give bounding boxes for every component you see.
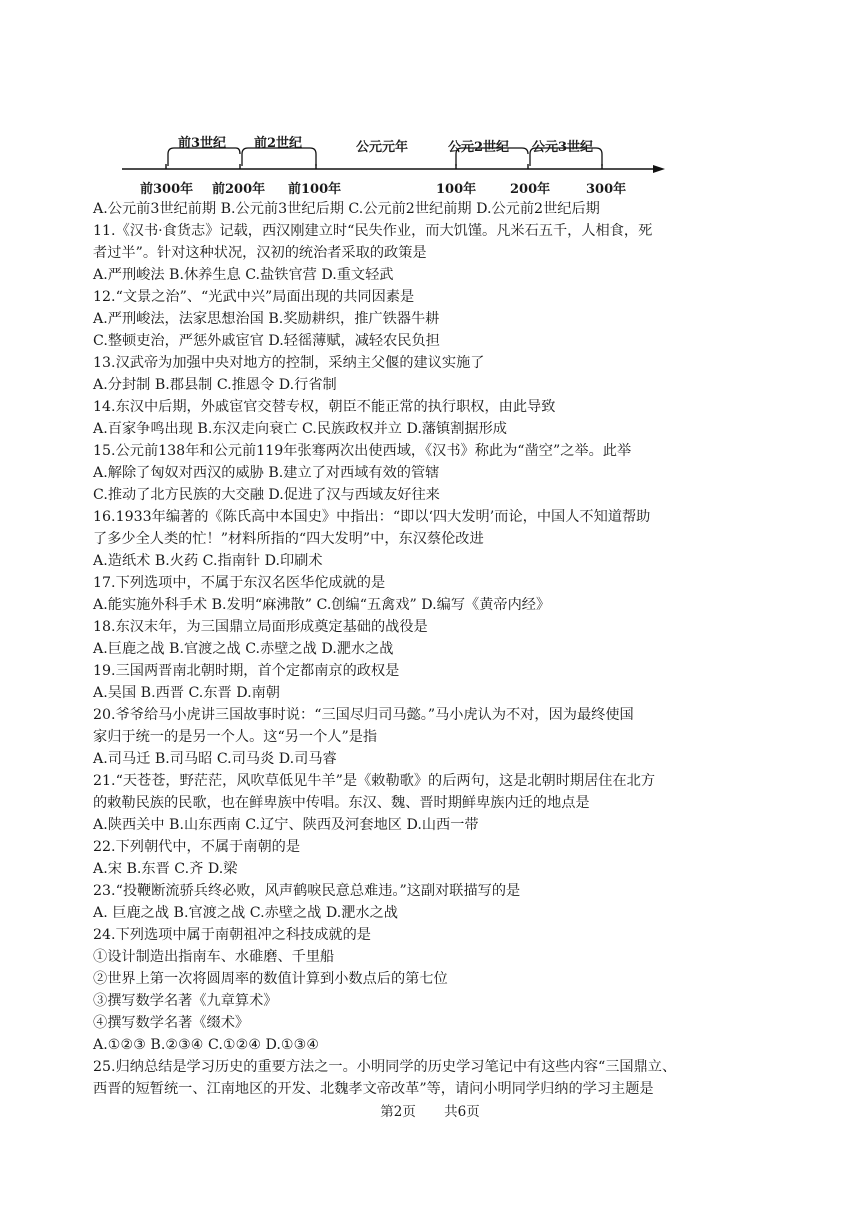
tick-label: 前200年	[212, 182, 266, 197]
option-line: A.宋 B.东晋 C.齐 D.梁	[93, 861, 238, 877]
option-line: A.造纸术 B.火药 C.指南针 D.印刷术	[93, 553, 323, 569]
question-line: 21.“天苍苍，野茫茫，风吹草低见牛羊”是《敕勒歌》的后两句，这是北朝时期居住在北方	[93, 773, 656, 789]
tick-label: 200年	[510, 182, 551, 197]
question-line: 13.汉武帝为加强中央对地方的控制，采纳主父偃的建议实施了	[93, 355, 485, 371]
brace-label: 前3世纪	[178, 136, 227, 151]
statement-line: ④撰写数学名著《缀术》	[93, 1015, 250, 1031]
question-line: 18.东汉末年，为三国鼎立局面形成奠定基础的战役是	[93, 619, 428, 635]
question-line: 15.公元前138年和公元前119年张骞两次出使西域，《汉书》称此为“凿空”之举。此举	[93, 443, 632, 459]
question-line: 23.“投鞭断流骄兵终必败，风声鹤唳民意总难违。”这副对联描写的是	[93, 883, 521, 899]
statement-line: ②世界上第一次将圆周率的数值计算到小数点后的第七位	[93, 971, 448, 987]
brace-label: 前2世纪	[254, 136, 303, 151]
brace-label: 公元2世纪	[448, 140, 510, 155]
option-line: A.巨鹿之战 B.官渡之战 C.赤壁之战 D.淝水之战	[93, 641, 394, 657]
option-line: A.吴国 B.西晋 C.东晋 D.南朝	[93, 685, 280, 701]
center-label: 公元元年	[356, 140, 409, 155]
tick-label: 前100年	[288, 182, 342, 197]
option-line: A.能实施外科手术 B.发明“麻沸散” C.创编“五禽戏” D.编写《黄帝内经》	[93, 597, 551, 613]
question-line: 22.下列朝代中，不属于南朝的是	[93, 839, 301, 855]
question-line: 25.归纳总结是学习历史的重要方法之一。小明同学的历史学习笔记中有这些内容“三国鼎立、	[93, 1059, 677, 1075]
question-line: 西晋的短暂统一、江南地区的开发、北魏孝文帝改革”等，请问小明同学归纳的学习主题是	[93, 1081, 654, 1097]
page-footer	[0, 1100, 860, 1120]
timeline-figure	[118, 128, 678, 198]
option-line: A.①②③ B.②③④ C.①②④ D.①③④	[93, 1037, 320, 1053]
question-line: 11.《汉书·食货志》记载，西汉刚建立时“民失作业，而大饥馑。凡米石五千，人相食，死	[93, 223, 653, 239]
question-line: 17.下列选项中，不属于东汉名医华佗成就的是	[93, 575, 386, 591]
tick-label: 300年	[586, 182, 627, 197]
option-line: A.严刑峻法 B.休养生息 C.盐铁官营 D.重文轻武	[93, 267, 394, 283]
brace-label: 公元3世纪	[532, 140, 594, 155]
option-line: A.陕西关中 B.山东西南 C.辽宁、陕西及河套地区 D.山西一带	[93, 817, 479, 833]
question-line: 了多少全人类的忙！”材料所指的“四大发明”中，东汉蔡伦改进	[93, 531, 484, 547]
question-line: 的敕勒民族的民歌，也在鲜卑族中传唱。东汉、魏、晋时期鲜卑族内迁的地点是	[93, 795, 590, 811]
option-line: A.分封制 B.郡县制 C.推恩令 D.行省制	[93, 377, 337, 393]
question-line: 24.下列选项中属于南朝祖冲之科技成就的是	[93, 927, 371, 943]
option-line: A. 巨鹿之战 B.官渡之战 C.赤壁之战 D.淝水之战	[93, 905, 398, 921]
question-line: 者过半”。针对这种状况，汉初的统治者采取的政策是	[93, 245, 427, 261]
option-line: A.百家争鸣出现 B.东汉走向衰亡 C.民族政权并立 D.藩镇割据形成	[93, 421, 507, 437]
statement-line: ③撰写数学名著《九章算术》	[93, 993, 278, 1009]
page-number: 第2页	[380, 1104, 416, 1120]
question-line: 19.三国两晋南北朝时期，首个定都南京的政权是	[93, 663, 400, 679]
option-line: C.整顿吏治，严惩外戚宦官 D.轻徭薄赋，减轻农民负担	[93, 333, 440, 349]
tick-label: 100年	[436, 182, 477, 197]
question-line: 14.东汉中后期，外戚宦官交替专权，朝臣不能正常的执行职权，由此导致	[93, 399, 556, 415]
question-line: 家归于统一的是另一个人。这“另一个人”是指	[93, 729, 378, 745]
option-line: A.解除了匈奴对西汉的威胁 B.建立了对西域有效的管辖	[93, 465, 440, 481]
option-line: A.司马迁 B.司马昭 C.司马炎 D.司马睿	[93, 751, 337, 767]
question-line: 20.爷爷给马小虎讲三国故事时说：“三国尽归司马懿。”马小虎认为不对，因为最终使国	[93, 707, 634, 723]
statement-line: ①设计制造出指南车、水碓磨、千里船	[93, 949, 335, 965]
question-line: 12.“文景之治”、“光武中兴”局面出现的共同因素是	[93, 289, 415, 305]
option-line: A.严刑峻法，法家思想治国 B.奖励耕织，推广铁器牛耕	[93, 311, 440, 327]
tick-label: 前300年	[140, 182, 194, 197]
total-pages: 共6页	[444, 1104, 480, 1120]
question-line: 16.1933年编著的《陈氏高中本国史》中指出：“即以‘四大发明’而论，中国人不知道帮助	[93, 509, 651, 525]
option-line: A.公元前3世纪前期 B.公元前3世纪后期 C.公元前2世纪前期 D.公元前2世纪后期	[93, 201, 600, 217]
option-line: C.推动了北方民族的大交融 D.促进了汉与西域友好往来	[93, 487, 440, 503]
